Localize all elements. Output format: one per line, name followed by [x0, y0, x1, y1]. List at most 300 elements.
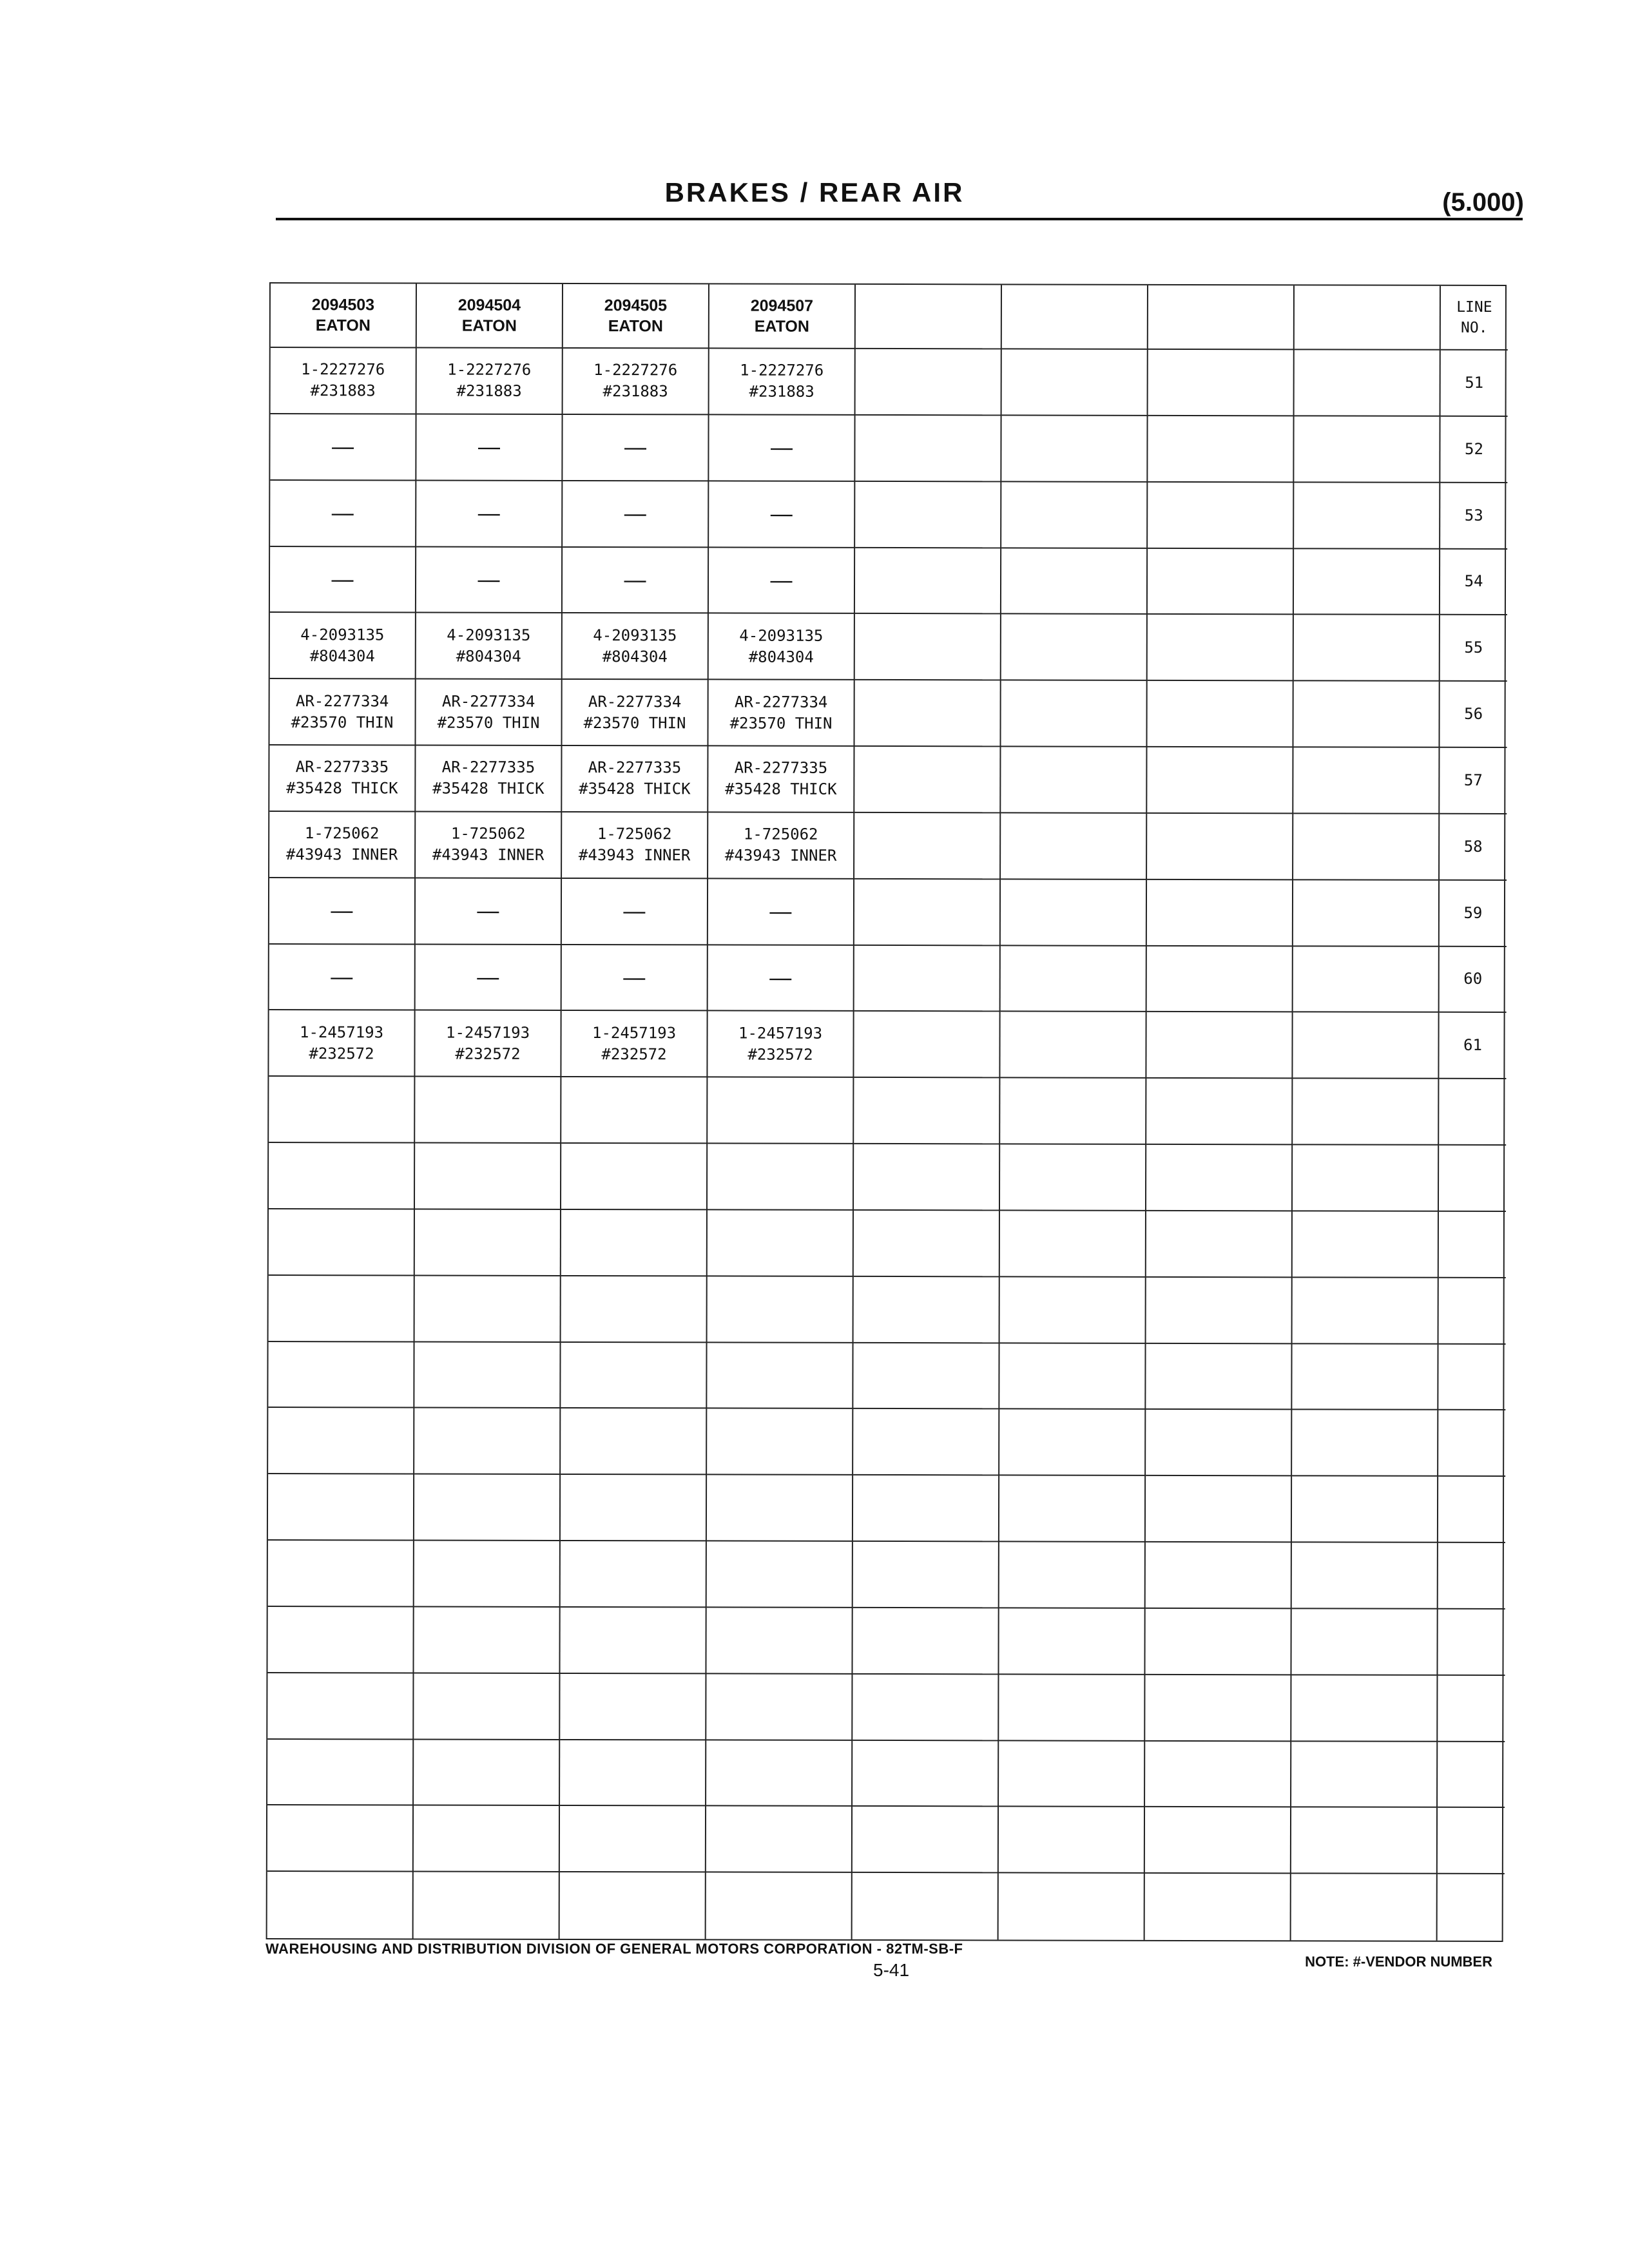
- part-entry: AR-2277335: [441, 758, 535, 777]
- header-rule: [276, 218, 1523, 220]
- line-number: 56: [1440, 682, 1507, 748]
- empty-cell: [853, 1807, 999, 1873]
- table-cell: [562, 812, 708, 879]
- table-cell: [563, 481, 709, 548]
- empty-cell: [999, 1807, 1145, 1874]
- empty-cell: [1000, 1079, 1146, 1145]
- column-part-number: 2094503: [311, 296, 375, 314]
- empty-cell: [560, 1872, 706, 1939]
- column-make: EATON: [608, 317, 663, 336]
- empty-cell: [707, 1475, 853, 1542]
- dash-placeholder: —: [770, 568, 793, 593]
- table-cell: [1293, 880, 1440, 947]
- empty-cell: [854, 1078, 1000, 1144]
- empty-cell: [1145, 1675, 1291, 1742]
- empty-cell: [708, 1078, 854, 1144]
- empty-cell: [561, 1475, 707, 1541]
- line-number: 60: [1440, 947, 1507, 1013]
- part-entry: 1-725062: [743, 825, 818, 844]
- table-cell: [856, 349, 1002, 416]
- part-entry: AR-2277334: [295, 691, 389, 710]
- table-cell: [416, 680, 562, 746]
- table-cell: [1001, 548, 1148, 615]
- table-cell: [1000, 1012, 1146, 1079]
- empty-cell: [1439, 1212, 1506, 1278]
- table-cell: [270, 613, 416, 679]
- dash-placeholder: —: [477, 898, 499, 923]
- part-entry: AR-2277335: [734, 758, 828, 778]
- empty-cell: [267, 1805, 414, 1872]
- part-entry: #43943 INNER: [724, 846, 837, 865]
- table-cell: [1001, 681, 1147, 747]
- empty-cell: [708, 1144, 854, 1210]
- empty-cell: [560, 1608, 706, 1674]
- column-make: EATON: [315, 316, 371, 335]
- part-entry: #35428 THICK: [579, 780, 691, 798]
- column-header: [271, 284, 417, 348]
- empty-cell: [561, 1077, 708, 1144]
- column-header: [417, 284, 563, 348]
- empty-cell: [1292, 1410, 1438, 1477]
- table-cell: [1001, 416, 1148, 482]
- table-cell: [1001, 747, 1147, 813]
- table-cell: [562, 680, 708, 746]
- empty-cell: [1439, 1079, 1506, 1146]
- empty-cell: [1438, 1610, 1505, 1676]
- dash-placeholder: —: [331, 434, 354, 459]
- line-number: 51: [1441, 351, 1508, 417]
- empty-cell: [1291, 1742, 1438, 1808]
- empty-cell: [1146, 1410, 1292, 1476]
- empty-cell: [1293, 1211, 1439, 1278]
- empty-cell: [414, 1673, 560, 1740]
- column-header: [563, 284, 709, 349]
- part-entry: AR-2277334: [441, 692, 535, 711]
- part-entry: #232572: [455, 1044, 521, 1063]
- empty-cell: [853, 1608, 999, 1675]
- table-cell: [1147, 814, 1293, 880]
- empty-cell: [268, 1541, 414, 1607]
- part-entry: 1-2227276: [593, 361, 678, 380]
- empty-cell: [1438, 1477, 1505, 1543]
- empty-cell: [854, 1144, 1000, 1211]
- empty-cell: [853, 1740, 999, 1807]
- table-cell: [1293, 747, 1440, 814]
- table-cell: [269, 812, 416, 878]
- part-entry: 1-725062: [450, 824, 526, 843]
- empty-cell: [707, 1343, 853, 1409]
- empty-cell: [415, 1209, 561, 1276]
- part-entry: 1-2227276: [447, 360, 532, 380]
- empty-cell: [1146, 1145, 1293, 1211]
- table-cell: [561, 1011, 708, 1077]
- dash-placeholder: —: [623, 965, 646, 990]
- empty-cell: [561, 1144, 708, 1210]
- empty-cell: [999, 1741, 1145, 1807]
- dash-placeholder: —: [770, 435, 793, 460]
- table-cell: [1148, 483, 1294, 549]
- part-entry: #23570 THIN: [291, 713, 394, 731]
- table-cell: [269, 878, 416, 945]
- part-entry: #23570 THIN: [729, 714, 833, 733]
- empty-cell: [414, 1475, 561, 1541]
- part-entry: #35428 THICK: [432, 779, 545, 798]
- empty-cell: [267, 1607, 414, 1673]
- empty-cell: [414, 1607, 560, 1673]
- table-cell: [1294, 615, 1440, 682]
- dash-placeholder: —: [331, 501, 354, 526]
- table-cell: [269, 679, 416, 745]
- empty-cell: [415, 1077, 561, 1144]
- empty-cell: [1145, 1609, 1291, 1675]
- empty-cell: [1438, 1874, 1505, 1941]
- table-cell: [416, 745, 562, 812]
- table-cell: [1147, 880, 1293, 947]
- table-cell: [1001, 946, 1147, 1012]
- part-entry: #35428 THICK: [725, 780, 837, 799]
- dash-placeholder: —: [331, 567, 354, 592]
- part-entry: #231883: [456, 382, 522, 401]
- part-entry: #804304: [456, 647, 521, 666]
- dash-placeholder: —: [624, 501, 646, 526]
- empty-cell: [414, 1408, 561, 1475]
- empty-cell: [706, 1674, 853, 1740]
- table-cell: [1146, 1012, 1293, 1079]
- empty-cell: [268, 1474, 414, 1541]
- empty-cell: [269, 1276, 415, 1342]
- empty-cell: [561, 1276, 708, 1343]
- table-cell: [1147, 747, 1293, 814]
- empty-cell: [415, 1276, 561, 1342]
- table-cell: [855, 416, 1001, 482]
- empty-cell: [1000, 1277, 1146, 1343]
- empty-cell: [706, 1807, 853, 1873]
- part-entry: AR-2277335: [588, 758, 682, 777]
- table-cell: [854, 747, 1001, 813]
- dash-placeholder: —: [331, 965, 353, 990]
- table-cell: [1295, 350, 1441, 416]
- empty-cell: [269, 1077, 415, 1143]
- part-entry: 1-725062: [304, 824, 380, 843]
- empty-cell: [1439, 1146, 1506, 1212]
- table-cell: [1001, 482, 1148, 548]
- empty-cell: [999, 1675, 1145, 1741]
- empty-cell: [853, 1873, 999, 1939]
- table-cell: [563, 349, 709, 415]
- table-cell: [1294, 416, 1440, 483]
- empty-cell: [707, 1409, 853, 1475]
- part-entry: #43943 INNER: [578, 846, 691, 865]
- empty-cell: [999, 1476, 1146, 1542]
- part-entry: 1-2227276: [740, 361, 824, 380]
- table-cell: [709, 415, 855, 481]
- part-entry: 1-2227276: [301, 360, 385, 379]
- table-cell: [416, 878, 562, 945]
- table-cell: [416, 414, 563, 481]
- empty-cell: [1145, 1807, 1291, 1874]
- table-cell: [1148, 350, 1295, 416]
- empty-cell: [1292, 1542, 1438, 1609]
- table-cell: [269, 1010, 415, 1077]
- empty-cell: [706, 1608, 853, 1674]
- line-number-header: [1441, 286, 1508, 351]
- empty-cell: [269, 1209, 415, 1276]
- empty-cell: [854, 1277, 1000, 1343]
- empty-cell: [853, 1542, 999, 1608]
- column-part-number: 2094505: [604, 296, 668, 315]
- table-cell: [1147, 681, 1293, 747]
- line-number: 57: [1440, 748, 1507, 814]
- part-entry: #231883: [602, 382, 668, 401]
- table-cell: [855, 548, 1001, 614]
- empty-cell: [1438, 1675, 1505, 1742]
- part-entry: #804304: [602, 647, 668, 666]
- part-entry: 1-2457193: [300, 1023, 384, 1042]
- empty-cell: [706, 1740, 853, 1807]
- empty-cell: [1291, 1874, 1438, 1940]
- dash-placeholder: —: [770, 501, 793, 526]
- dash-placeholder: —: [623, 899, 646, 924]
- empty-cell: [999, 1410, 1146, 1476]
- empty-cell: [1438, 1543, 1505, 1610]
- table-cell: [271, 348, 417, 414]
- empty-cell: [999, 1343, 1146, 1410]
- table-cell: [1293, 1013, 1439, 1079]
- empty-cell: [854, 1211, 1000, 1277]
- empty-cell: [414, 1872, 560, 1939]
- empty-cell: [414, 1740, 560, 1806]
- table-cell: [562, 879, 708, 945]
- table-cell: [1294, 549, 1440, 615]
- table-cell: [708, 945, 854, 1012]
- empty-cell: [414, 1342, 561, 1408]
- dash-placeholder: —: [624, 568, 646, 593]
- column-header: [709, 284, 856, 349]
- table-cell: [854, 1012, 1000, 1078]
- empty-cell: [1293, 1079, 1439, 1145]
- footer-note: NOTE: #-VENDOR NUMBER: [1305, 1954, 1492, 1970]
- page-number: 5-41: [873, 1960, 910, 1980]
- column-part-number: 2094504: [458, 296, 521, 314]
- table-cell: [709, 481, 855, 548]
- line-number: 59: [1440, 880, 1507, 947]
- table-cell: [708, 1012, 854, 1078]
- part-entry: 4-2093135: [300, 625, 385, 644]
- line-number: 53: [1440, 483, 1507, 549]
- section-number: (5.000): [1442, 188, 1524, 216]
- line-number: 58: [1440, 814, 1507, 881]
- part-entry: #804304: [748, 648, 814, 666]
- column-header: [1148, 285, 1295, 350]
- column-part-number: 2094507: [750, 296, 814, 315]
- part-entry: #232572: [601, 1044, 667, 1064]
- empty-cell: [414, 1806, 560, 1872]
- part-entry: 1-725062: [597, 825, 672, 843]
- part-entry: 4-2093135: [447, 626, 531, 644]
- empty-cell: [560, 1806, 706, 1872]
- dash-placeholder: —: [624, 435, 647, 460]
- table-cell: [1294, 483, 1440, 549]
- empty-cell: [707, 1541, 853, 1608]
- table-cell: [708, 746, 854, 812]
- dash-placeholder: —: [331, 898, 353, 923]
- part-entry: #43943 INNER: [432, 845, 545, 865]
- empty-cell: [561, 1541, 707, 1608]
- part-entry: #231883: [749, 382, 815, 401]
- empty-cell: [269, 1143, 415, 1209]
- dash-placeholder: —: [477, 567, 500, 592]
- line-number: 61: [1439, 1013, 1506, 1079]
- part-entry: #23570 THIN: [583, 713, 686, 732]
- empty-cell: [415, 1143, 561, 1209]
- column-make: EATON: [754, 317, 809, 336]
- column-header: [1002, 285, 1148, 349]
- line-header-label: NO.: [1461, 319, 1488, 336]
- part-entry: 4-2093135: [739, 626, 824, 645]
- table-cell: [708, 879, 854, 945]
- empty-cell: [1438, 1742, 1505, 1808]
- table-cell: [417, 348, 563, 414]
- table-cell: [563, 415, 709, 481]
- page-title: BRAKES / REAR AIR: [664, 177, 965, 207]
- dash-placeholder: —: [477, 501, 500, 526]
- empty-cell: [414, 1541, 561, 1607]
- empty-cell: [1291, 1675, 1438, 1742]
- column-header: [856, 285, 1002, 349]
- empty-cell: [853, 1343, 999, 1409]
- part-entry: 1-2457193: [738, 1024, 823, 1043]
- table-cell: [270, 481, 416, 547]
- empty-cell: [853, 1675, 999, 1741]
- table-cell: [562, 746, 708, 812]
- table-cell: [1002, 349, 1148, 416]
- table-cell: [416, 613, 563, 680]
- empty-cell: [1145, 1874, 1291, 1940]
- empty-cell: [268, 1408, 414, 1474]
- table-cell: [563, 613, 709, 680]
- empty-cell: [999, 1542, 1146, 1608]
- table-cell: [562, 945, 708, 1011]
- empty-cell: [999, 1874, 1145, 1940]
- empty-cell: [1146, 1079, 1293, 1145]
- table-cell: [1293, 681, 1440, 747]
- empty-cell: [708, 1276, 854, 1343]
- part-entry: #231883: [310, 381, 376, 400]
- column-make: EATON: [461, 316, 517, 335]
- table-cell: [1001, 879, 1147, 946]
- empty-cell: [1145, 1741, 1291, 1807]
- table-cell: [270, 414, 416, 481]
- table-cell: [1293, 947, 1440, 1013]
- dash-placeholder: —: [769, 899, 792, 924]
- table-cell: [416, 481, 563, 547]
- line-number: 55: [1440, 615, 1507, 682]
- table-cell: [854, 945, 1001, 1012]
- empty-cell: [1146, 1211, 1293, 1278]
- part-entry: #23570 THIN: [437, 713, 540, 732]
- table-cell: [709, 548, 855, 614]
- part-entry: #43943 INNER: [285, 845, 398, 864]
- table-cell: [415, 1011, 561, 1077]
- part-entry: AR-2277335: [295, 758, 389, 776]
- table-cell: [708, 680, 854, 747]
- table-cell: [416, 812, 562, 878]
- table-cell: [1001, 615, 1148, 681]
- empty-cell: [999, 1608, 1145, 1675]
- empty-cell: [560, 1740, 706, 1806]
- part-entry: #35428 THICK: [286, 779, 398, 798]
- part-entry: AR-2277334: [588, 692, 682, 711]
- part-entry: AR-2277334: [734, 693, 828, 711]
- empty-cell: [561, 1342, 707, 1408]
- empty-cell: [1293, 1145, 1439, 1211]
- table-cell: [709, 614, 855, 680]
- part-entry: 1-2457193: [446, 1023, 530, 1042]
- table-cell: [854, 680, 1001, 747]
- table-cell: [1001, 813, 1147, 879]
- table-cell: [1148, 548, 1294, 615]
- part-entry: #232572: [747, 1045, 813, 1064]
- table-cell: [855, 614, 1001, 680]
- table-cell: [269, 745, 416, 812]
- empty-cell: [1438, 1410, 1505, 1477]
- table-cell: [1148, 615, 1294, 681]
- empty-cell: [267, 1872, 414, 1938]
- empty-cell: [1292, 1344, 1438, 1410]
- empty-cell: [708, 1210, 854, 1276]
- table-cell: [1293, 814, 1440, 880]
- empty-cell: [1146, 1343, 1292, 1410]
- table-cell: [416, 547, 563, 613]
- line-number: 54: [1440, 549, 1507, 615]
- dash-placeholder: —: [477, 965, 499, 990]
- empty-cell: [1293, 1278, 1439, 1344]
- table-cell: [854, 813, 1001, 879]
- empty-cell: [1292, 1476, 1438, 1542]
- empty-cell: [1146, 1278, 1293, 1344]
- table-cell: [854, 879, 1001, 946]
- empty-cell: [1438, 1808, 1505, 1874]
- part-entry: #804304: [309, 646, 375, 666]
- table-cell: [270, 547, 416, 613]
- empty-cell: [1146, 1476, 1292, 1542]
- line-number: 52: [1440, 417, 1507, 483]
- table-cell: [416, 945, 562, 1011]
- part-entry: 4-2093135: [593, 626, 677, 645]
- empty-cell: [1439, 1278, 1506, 1344]
- empty-cell: [1291, 1808, 1438, 1874]
- empty-cell: [853, 1475, 999, 1542]
- empty-cell: [561, 1408, 707, 1475]
- empty-cell: [1146, 1542, 1292, 1609]
- part-entry: 1-2457193: [592, 1023, 677, 1043]
- footer-division: WAREHOUSING AND DISTRIBUTION DIVISION OF GENERAL MOTORS CORPORATION - 82TM-SB-F: [265, 1941, 963, 1957]
- table-cell: [269, 945, 416, 1011]
- part-entry: #232572: [309, 1044, 374, 1063]
- table-cell: [563, 547, 709, 613]
- dash-placeholder: —: [769, 965, 792, 990]
- empty-cell: [267, 1739, 414, 1805]
- empty-cell: [1438, 1344, 1505, 1410]
- column-header: [1295, 285, 1441, 350]
- empty-cell: [853, 1409, 999, 1475]
- empty-cell: [267, 1673, 414, 1740]
- empty-cell: [706, 1873, 853, 1939]
- empty-cell: [561, 1210, 708, 1276]
- empty-cell: [1000, 1211, 1146, 1277]
- table-cell: [1147, 946, 1293, 1012]
- empty-cell: [1000, 1144, 1146, 1211]
